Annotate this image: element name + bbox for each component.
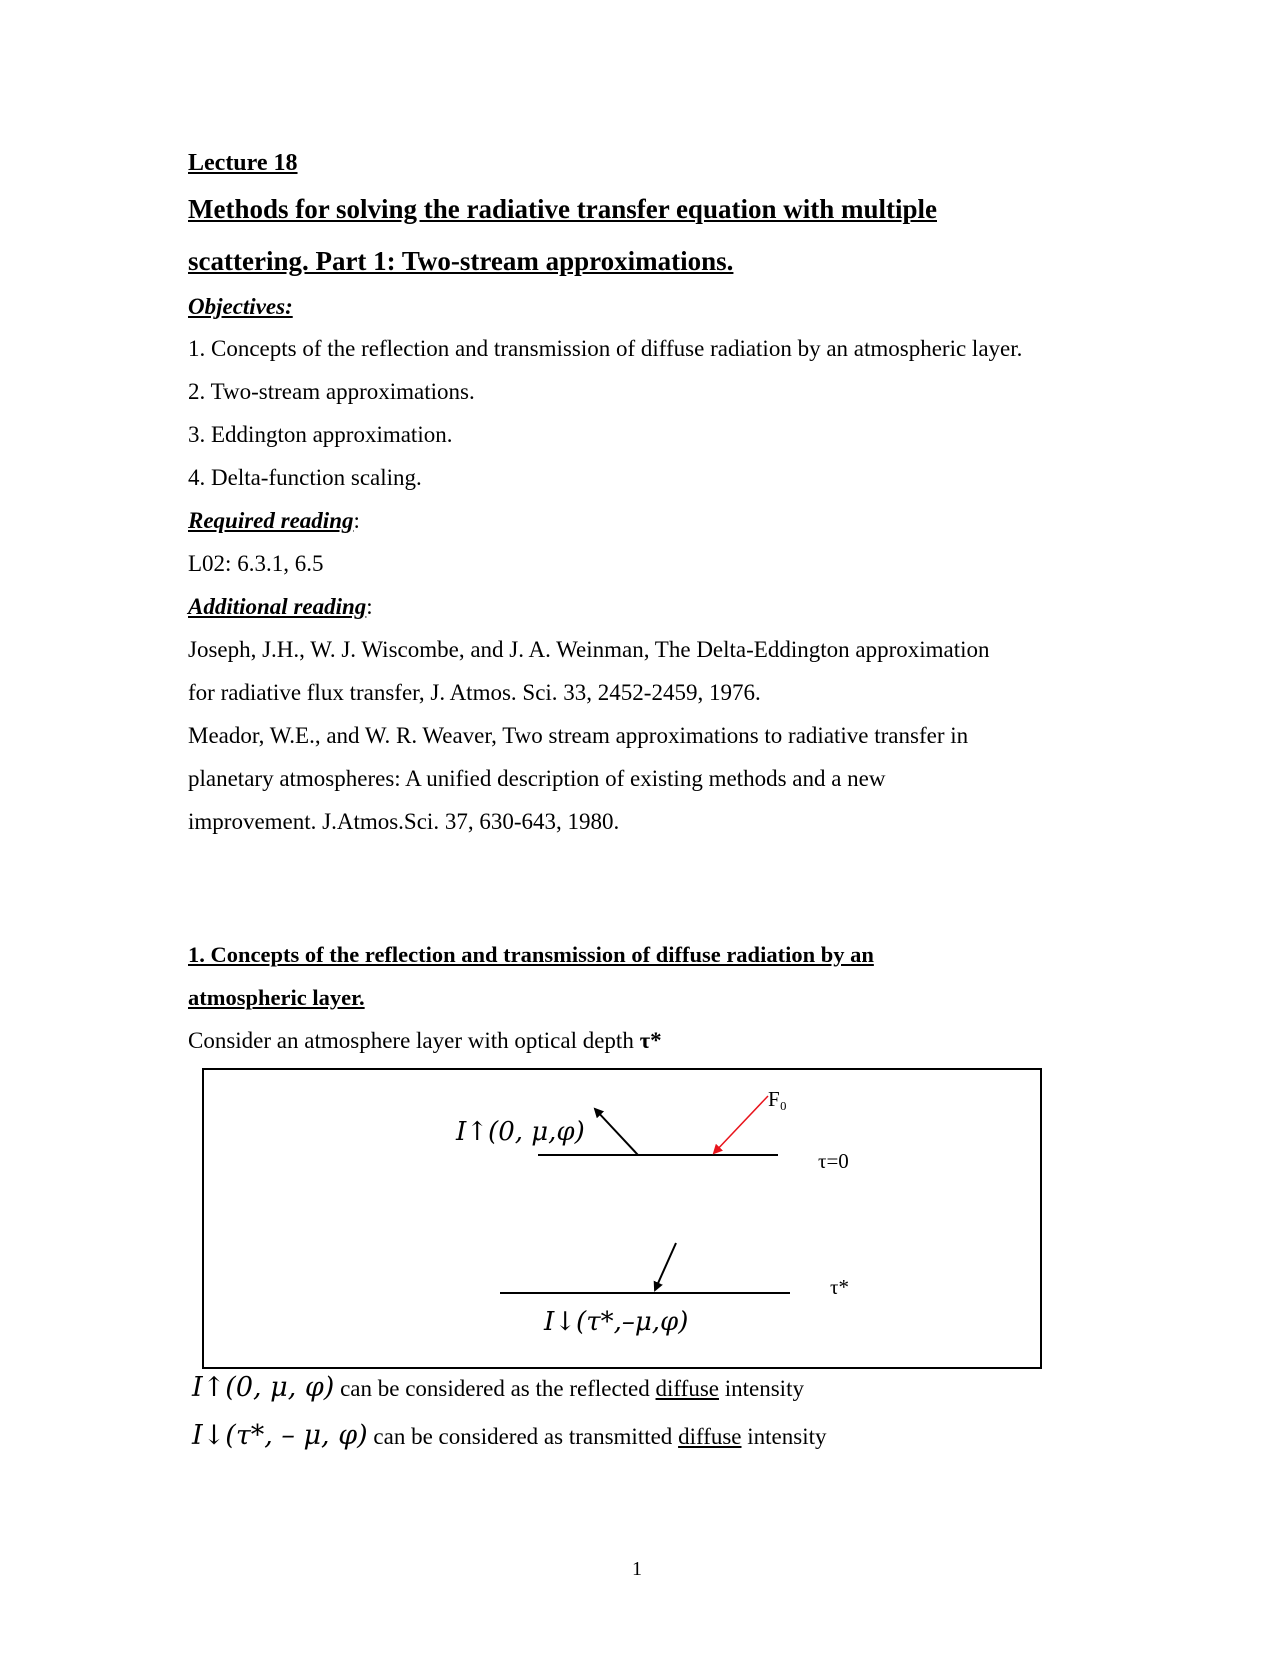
caption-transmitted — [192, 1420, 827, 1451]
section-1-intro — [188, 1028, 662, 1054]
caption-transmitted-diffuse: diffuse — [678, 1424, 742, 1449]
objective-item-2: 2. Two-stream approximations. — [188, 379, 475, 404]
objectives-label: Objectives: — [188, 294, 293, 319]
caption-reflected — [192, 1372, 804, 1403]
objective-item-4: 4. Delta-function scaling. — [188, 465, 422, 490]
optical-depth-symbol: τ* — [639, 1028, 662, 1053]
top-optical-depth-label: τ=0 — [818, 1149, 849, 1173]
caption-reflected-end: intensity — [718, 1376, 804, 1401]
caption-transmitted-end: intensity — [741, 1424, 827, 1449]
section-1-heading-line-2: atmospheric layer. — [188, 985, 365, 1010]
bottom-optical-depth-label: τ* — [830, 1275, 849, 1299]
required-reading-label: Required reading — [188, 508, 354, 533]
reference-line-5: improvement. J.Atmos.Sci. 37, 630-643, 1980. — [188, 809, 620, 834]
section-1-heading-line-1: 1. Concepts of the reflection and transmission of diffuse radiation by an — [188, 942, 874, 967]
reflected-intensity-math: I↑(0, μ, φ) — [192, 1372, 335, 1403]
transmitted-intensity-math: I↓(τ*, – μ, φ) — [192, 1420, 368, 1451]
objective-item-3: 3. Eddington approximation. — [188, 422, 453, 447]
reflected-arrow — [595, 1109, 638, 1155]
caption-transmitted-text: can be considered as transmitted — [367, 1424, 679, 1449]
additional-reading-label: Additional reading — [188, 594, 367, 619]
reflected-intensity-label: I↑(0, μ,φ) — [456, 1117, 585, 1147]
reference-line-2: for radiative flux transfer, J. Atmos. Sci. 33, 2452-2459, 1976. — [188, 680, 761, 705]
transmitted-intensity-label: I↓(τ*,–μ,φ) — [544, 1307, 689, 1337]
caption-reflected-text: can be considered as the reflected — [334, 1376, 656, 1401]
caption-reflected-diffuse: diffuse — [655, 1376, 719, 1401]
incident-flux-arrow — [714, 1096, 768, 1153]
additional-reading-heading — [188, 594, 373, 620]
page-number: 1 — [632, 1558, 642, 1580]
lecture-number: Lecture 18 — [188, 150, 298, 176]
transmitted-arrow — [655, 1243, 676, 1290]
required-reading-text: L02: 6.3.1, 6.5 — [188, 551, 324, 576]
reference-line-4: planetary atmospheres: A unified description of existing methods and a new — [188, 766, 886, 791]
objective-item-1: 1. Concepts of the reflection and transmission of diffuse radiation by an atmospheric layer. — [188, 336, 1023, 361]
section-1-intro-text: Consider an atmosphere layer with optical depth — [188, 1028, 640, 1053]
reference-line-3: Meador, W.E., and W. R. Weaver, Two stream approximations to radiative transfer in — [188, 723, 969, 748]
required-reading-heading — [188, 508, 360, 534]
title-line-2: scattering. Part 1: Two-stream approximations. — [188, 246, 734, 276]
atmosphere-layer-diagram — [202, 1068, 1042, 1369]
title-line-1: Methods for solving the radiative transfer equation with multiple — [188, 194, 937, 224]
additional-reading-colon: : — [366, 594, 373, 619]
incident-flux-label: F₀ — [768, 1087, 788, 1111]
reference-line-1: Joseph, J.H., W. J. Wiscombe, and J. A. Weinman, The Delta-Eddington approximation — [188, 637, 990, 662]
required-reading-colon: : — [353, 508, 360, 533]
